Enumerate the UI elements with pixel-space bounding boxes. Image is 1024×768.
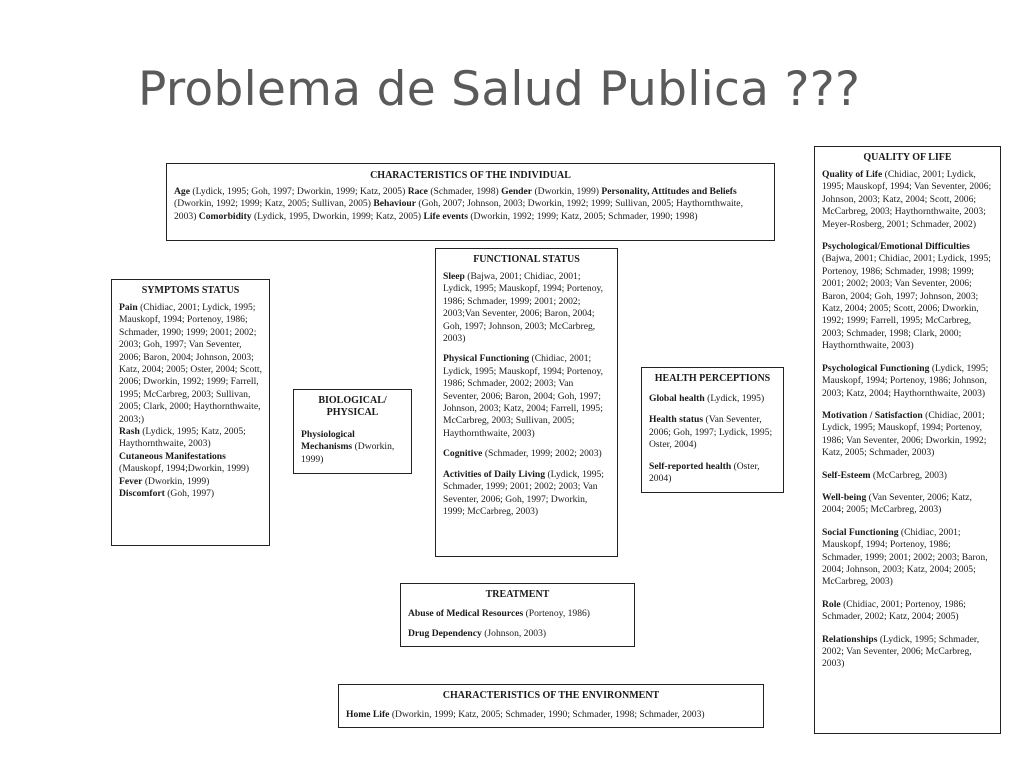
entry-individual-0 — [174, 186, 408, 197]
entry-functional-3 — [443, 469, 610, 519]
entry-term: Gender — [501, 186, 533, 197]
entry-symptoms-2 — [119, 451, 262, 476]
box-body — [822, 169, 993, 671]
box-body — [649, 393, 776, 485]
entry-refs: (Lydick, 1995; Goh, 1997; Dworkin, 1999; Katz, 2005) — [192, 186, 406, 197]
box-body — [443, 271, 610, 518]
entry-symptoms-0 — [119, 302, 262, 426]
entry-health-0 — [649, 393, 776, 405]
entry-term: Rash — [119, 426, 140, 438]
entry-refs: (Chidiac, 2001; Lydick, 1995; Mauskopf, 1994; Portenoy, 1986; Van Seventer, 2006; Dworkin, 1992; Katz, 2005; Schmader, 2003) — [822, 409, 987, 459]
entry-quality-7 — [822, 599, 993, 624]
entry-term: Quality of Life — [822, 169, 883, 180]
environment-characteristics-box — [338, 684, 764, 728]
entry-refs: (Lydick, 1995; Mauskopf, 1994; Portenoy, 1986; Johnson, 2003; Katz, 2004; Haythornthwaite, 2003) — [822, 362, 989, 399]
biological-physical-box — [293, 389, 412, 474]
entry-refs: (Goh, 1997) — [167, 488, 215, 500]
entry-biological-0 — [301, 429, 404, 466]
entry-refs: (Oster, 2004) — [649, 460, 760, 485]
entry-term: Life events — [423, 210, 468, 222]
entry-symptoms-3 — [119, 476, 262, 488]
entry-quality-3 — [822, 410, 993, 460]
entry-refs: (Goh, 2007; Johnson, 2003; Dworkin, 1992; 1999; Sullivan, 2005; Haythornthwaite, 2003) — [174, 198, 743, 222]
box-title: FUNCTIONAL STATUS — [473, 254, 580, 265]
entry-term: Self-reported health — [649, 460, 732, 472]
entry-term: Physical Functioning — [443, 353, 530, 365]
entry-term: Motivation / Satisfaction — [822, 409, 923, 421]
entry-refs: (Schmader, 1998) — [430, 186, 499, 197]
entry-symptoms-1 — [119, 426, 262, 451]
entry-refs: (Johnson, 2003) — [484, 628, 547, 640]
entry-refs: (Chidiac, 2001; Lydick, 1995; Mauskopf, 1994; Van Seventer, 2006; Johnson, 2003; Katz, 2004; Scott, 2006; McCarbreg, 2003; Haythornthwaite, 2003; Meyer-Rosberg, 2001; Schmader, 2002) — [822, 169, 992, 230]
entry-term: Psychological Functioning — [822, 362, 930, 374]
box-title: CHARACTERISTICS OF THE ENVIRONMENT — [442, 690, 660, 701]
entry-refs: (Van Seventer, 2006; Katz, 2004; 2005; McCarbreg, 2003) — [822, 491, 972, 516]
entry-refs: (Bajwa, 2001; Chidiac, 2001; Lydick, 1995; Portenoy, 1986; Schmader, 1998; 1999; 2001; 2002; 2003; Van Seventer, 2006; Baron, 2004; Goh, 1997; Johnson, 2003; Katz, 2004; 2005; Scott, 2006; Dworkin, 1992; 1999; Farrell, 1995; McCarbreg, 2003; Schmader, 1998; Clark, 2000; Haythornthwaite, 2003) — [822, 253, 991, 352]
box-title: BIOLOGICAL/ PHYSICAL — [318, 395, 387, 418]
entry-functional-1 — [443, 353, 610, 440]
box-body — [346, 709, 756, 721]
entry-term: Cognitive — [443, 448, 483, 460]
box-title: SYMPTOMS STATUS — [141, 285, 240, 296]
entry-refs: (Lydick, 1995; Schmader, 1999; 2001; 2002; 2003; Van Seventer, 2006; Goh, 1997; Dworkin, 1999; McCarbreg, 2003) — [443, 468, 604, 517]
entry-term: Pain — [119, 302, 138, 313]
entry-refs: (McCarbreg, 2003) — [872, 469, 947, 481]
entry-term: Drug Dependency — [408, 628, 482, 640]
entry-functional-2 — [443, 448, 610, 460]
entry-individual-6 — [423, 211, 697, 222]
entry-quality-1 — [822, 241, 993, 353]
entry-quality-6 — [822, 527, 993, 589]
symptoms-status-box — [111, 279, 270, 546]
entry-refs: (Lydick, 1995; Katz, 2005; Haythornthwaite, 2003) — [119, 426, 246, 450]
quality-of-life-box — [814, 146, 1001, 734]
entry-quality-5 — [822, 492, 993, 517]
entry-term: Role — [822, 598, 841, 610]
individual-characteristics-box — [166, 163, 775, 241]
entry-term: Discomfort — [119, 488, 165, 500]
entry-refs: (Chidiac, 2001; Mauskopf, 1994; Portenoy, 1986; Schmader, 1999; 2001; 2002; 2003; Baron, 2004; Johnson, 2003; Katz, 2004; 2005; McCarbreg, 2003) — [822, 526, 988, 588]
entry-individual-1 — [408, 186, 501, 197]
treatment-box — [400, 583, 635, 647]
entry-term: Personality, Attitudes and Beliefs — [601, 186, 737, 197]
entry-quality-2 — [822, 363, 993, 400]
entry-health-1 — [649, 414, 776, 451]
entry-refs: (Dworkin, 1999; Katz, 2005; Schmader, 1990; Schmader, 1998; Schmader, 2003) — [391, 709, 705, 720]
entry-refs: (Chidiac, 2001; Lydick, 1995; Mauskopf, 1994; Portenoy, 1986; Schmader, 2002; 2003; Van Seventer, 2006; Baron, 2004; Goh, 1997; Johnson, 2003; Katz, 2004; Farrell, 1995; McCarbreg, 2003; Sullivan, 2005; Haythornthwaite, 2003) — [443, 353, 604, 439]
box-title: QUALITY OF LIFE — [863, 152, 952, 163]
entry-term: Behaviour — [373, 198, 416, 210]
functional-status-box — [435, 248, 618, 557]
entry-term: Fever — [119, 475, 143, 487]
entry-term: Relationships — [822, 633, 878, 645]
entry-treatment-1 — [408, 628, 627, 640]
entry-refs: (Schmader, 1999; 2002; 2003) — [484, 448, 602, 460]
entry-quality-4 — [822, 470, 993, 482]
box-body — [174, 186, 767, 223]
entry-term: Well-being — [822, 491, 867, 503]
entry-refs: (Dworkin, 1992; 1999; Katz, 2005; Sullivan, 2005) — [174, 198, 371, 210]
entry-individual-2 — [501, 186, 601, 197]
entry-quality-8 — [822, 634, 993, 671]
slide-title: Problema de Salud Publica ??? — [138, 62, 861, 117]
box-body — [301, 429, 404, 466]
entry-term: Abuse of Medical Resources — [408, 608, 524, 619]
box-title: CHARACTERISTICS OF THE INDIVIDUAL — [370, 170, 571, 181]
entry-refs: (Van Seventer, 2006; Goh, 1997; Lydick, 1995; Oster, 2004) — [649, 414, 773, 451]
entry-refs: (Lydick, 1995, Dworkin, 1999; Katz, 2005) — [253, 210, 422, 222]
entry-refs: (Dworkin, 1999) — [144, 475, 210, 487]
box-title: TREATMENT — [485, 589, 550, 600]
entry-term: Health status — [649, 414, 704, 426]
entry-refs: (Mauskopf, 1994;Dworkin, 1999) — [119, 463, 250, 475]
entry-refs: (Lydick, 1995; Schmader, 2002; Van Seventer, 2006; McCarbreg, 2003) — [822, 633, 980, 670]
entry-functional-0 — [443, 271, 610, 345]
entry-term: Physiological Mechanisms — [301, 429, 355, 453]
entry-term: Self-Esteem — [822, 469, 871, 481]
entry-refs: (Dworkin, 1992; 1999; Katz, 2005; Schmader, 1990; 1998) — [470, 210, 698, 222]
entry-refs: (Chidiac, 2001; Lydick, 1995; Mauskopf, 1994; Portenoy, 1986; Schmader, 1990; 1999; 2001; 2002; 2003; Goh, 1997; Van Seventer, 2006; Baron, 2004; Johnson, 2003; Katz, 2004; 2005; Oster, 2004; Scott, 2006; Dworkin, 1992; 1999; Farrell, 1995; McCarbreg, 2003; Sullivan, 2005; Clark, 2000; Haythornthwaite, 2003;) — [119, 302, 262, 425]
entry-term: Activities of Daily Living — [443, 468, 546, 480]
entry-refs: (Dworkin, 1999) — [301, 441, 395, 465]
entry-term: Age — [174, 186, 190, 197]
entry-refs: (Bajwa, 2001; Chidiac, 2001; Lydick, 1995; Mauskopf, 1994; Portenoy, 1986; Schmader, 1999; 2001; 2002; 2003;Van Seventer, 2006; Baron, 2004; Goh, 1997; Johnson, 2003; McCarbreg, 2003) — [443, 271, 604, 345]
entry-refs: (Chidiac, 2001; Portenoy, 1986; Schmader, 2002; Katz, 2004; 2005) — [822, 598, 966, 623]
entry-term: Social Functioning — [822, 526, 899, 538]
entry-term: Cutaneous Manifestations — [119, 450, 226, 462]
entry-individual-5 — [199, 211, 424, 222]
box-title: HEALTH PERCEPTIONS — [654, 373, 771, 384]
entry-term: Psychological/Emotional Difficulties — [822, 241, 970, 253]
box-body — [408, 608, 627, 641]
entry-term: Comorbidity — [198, 210, 252, 222]
entry-term: Race — [407, 186, 428, 197]
entry-symptoms-4 — [119, 488, 262, 500]
entry-treatment-0 — [408, 608, 627, 620]
entry-refs: (Dworkin, 1999) — [534, 186, 599, 197]
entry-environment-0 — [346, 709, 756, 721]
entry-health-2 — [649, 461, 776, 486]
entry-quality-0 — [822, 169, 993, 231]
entry-term: Home Life — [346, 709, 390, 720]
entry-term: Global health — [649, 393, 705, 404]
health-perceptions-box — [641, 367, 784, 493]
entry-refs: (Portenoy, 1986) — [525, 608, 591, 619]
entry-refs: (Lydick, 1995) — [707, 393, 765, 404]
box-body — [119, 302, 262, 501]
entry-term: Sleep — [443, 271, 465, 282]
